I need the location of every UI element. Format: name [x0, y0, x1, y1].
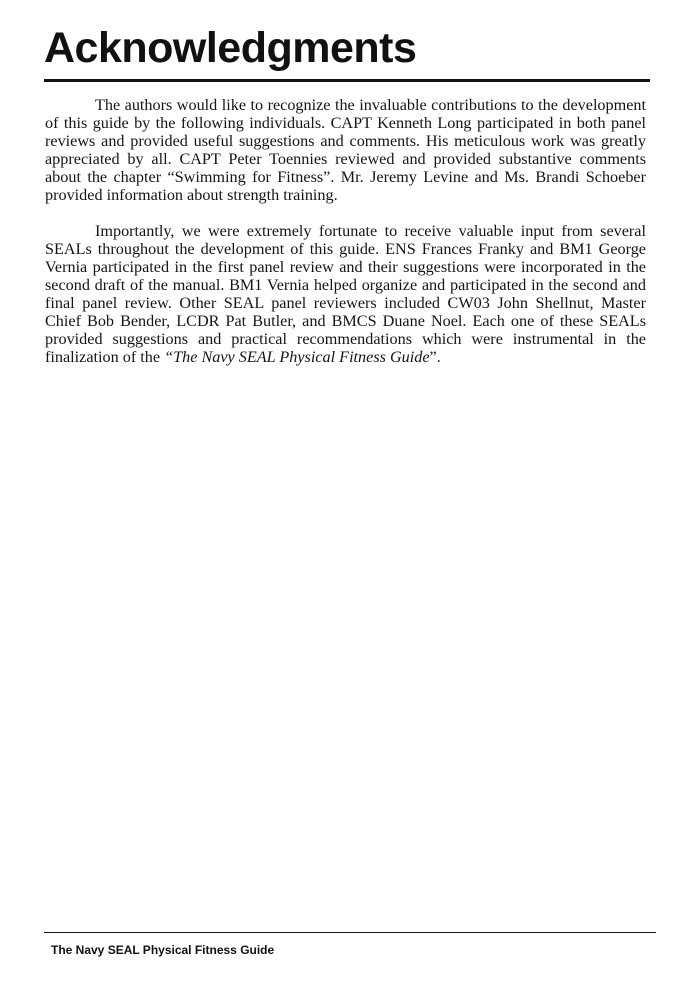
paragraph-seal-input-end: ”. [429, 348, 441, 366]
paragraph-contributors: The authors would like to recognize the invaluable contributions to the development of this guide by the following individuals. CAPT Kenneth Long participated in both panel reviews and provided useful suggestions and comments. His meticulous work was greatly appreciated by all. CAPT Peter Toennies reviewed and provided substantive comments about the chapter “Swimming for Fitness”. Mr. Jeremy Levine and Ms. Brandi Schoeber provided information about strength training. [45, 96, 646, 204]
paragraph-seal-input-text: Importantly, we were extremely fortunate to receive valuable input from several SEALs throughout the development of this guide. ENS Frances Franky and BM1 George Vernia participated in the first panel review and their suggestions were incorporated in the second draft of the manual. BM1 Vernia helped organize and participated in the second and final panel review. Other SEAL panel reviewers included CW03 John Shellnut, Master Chief Bob Bender, LCDR Pat Butler, and BMCS Duane Noel. Each one of these SEALs provided suggestions and practical recommendations which were instrumental in the finalization of the [45, 222, 646, 366]
footer-divider [44, 932, 656, 933]
footer-book-title: The Navy SEAL Physical Fitness Guide [51, 943, 275, 957]
page-title: Acknowledgments [44, 24, 417, 72]
title-divider [44, 79, 650, 82]
acknowledgments-body [45, 96, 646, 384]
guide-title-italic: “The Navy SEAL Physical Fitness Guide [164, 348, 430, 366]
paragraph-seal-input [45, 222, 646, 366]
